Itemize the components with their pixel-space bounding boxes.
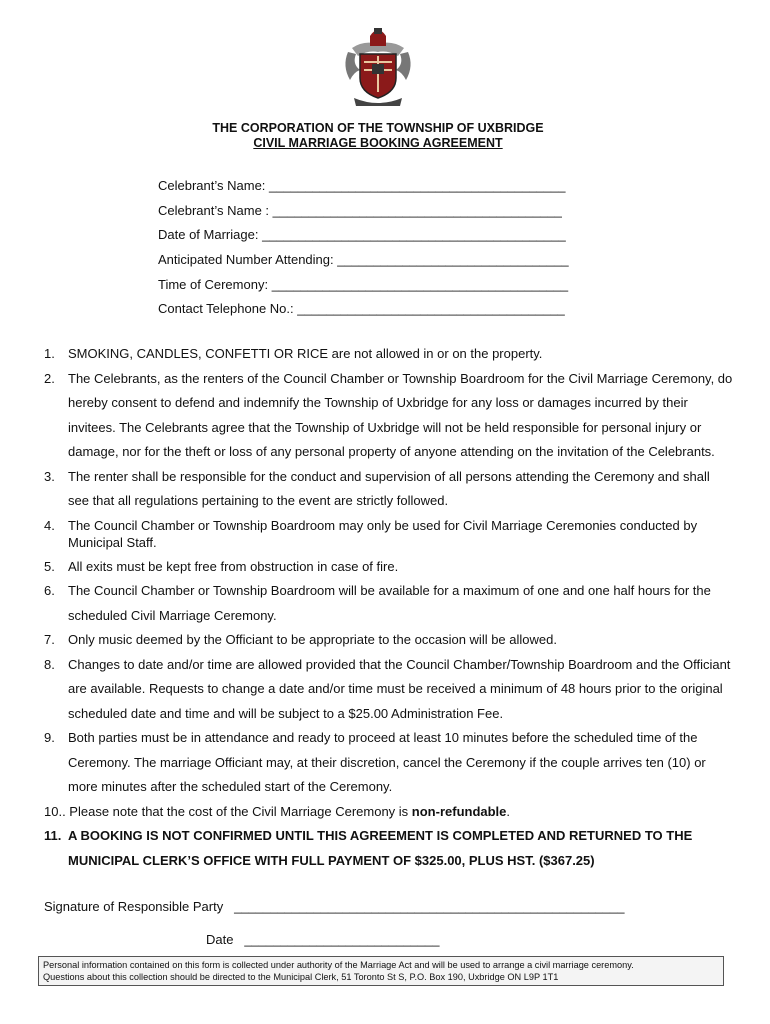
document-title: THE CORPORATION OF THE TOWNSHIP OF UXBRIDGE bbox=[212, 121, 544, 135]
field-blank[interactable]: _________________________________________ bbox=[271, 276, 569, 292]
item-number: 9. bbox=[44, 730, 55, 745]
list-item bbox=[44, 628, 734, 653]
item-number: 5. bbox=[44, 558, 55, 574]
signature-blank[interactable]: ______________________________________________________ bbox=[234, 899, 625, 914]
item-number: 3. bbox=[44, 468, 55, 484]
list-item bbox=[44, 579, 734, 628]
item-number: 4. bbox=[44, 517, 55, 533]
item-number: 1. bbox=[44, 346, 55, 361]
privacy-notice-line-1: Personal information contained on this form is collected under authority of the Marriage Act and will be used to arrange a civil marriage ceremony. bbox=[43, 960, 634, 970]
item-number: 10. bbox=[44, 803, 63, 819]
field-blank[interactable]: _____________________________________ bbox=[297, 301, 565, 317]
list-item bbox=[44, 555, 734, 580]
item-number: 7. bbox=[44, 632, 55, 647]
item-number: 8. bbox=[44, 656, 55, 672]
celebrant-name-2-field[interactable] bbox=[158, 203, 598, 228]
celebrant-name-1-field[interactable] bbox=[158, 178, 598, 203]
field-label: Celebrant’s Name : bbox=[158, 202, 270, 218]
field-blank[interactable]: __________________________________________ bbox=[262, 227, 566, 243]
contact-telephone-field[interactable] bbox=[158, 301, 598, 326]
booking-fields bbox=[158, 178, 598, 326]
list-item bbox=[44, 342, 734, 367]
list-item bbox=[44, 653, 734, 727]
field-label: Contact Telephone No.: bbox=[158, 301, 294, 317]
non-refundable-emphasis: non-refundable bbox=[411, 803, 507, 819]
list-item bbox=[44, 367, 734, 465]
field-blank[interactable]: ________________________________________ bbox=[272, 202, 562, 218]
item-text: The Council Chamber or Township Boardroom may only be used for Civil Marriage Ceremonies conducted by Municipal Staff. bbox=[68, 517, 698, 550]
item-text: The Celebrants, as the renters of the Council Chamber or Township Boardroom for the Civil Marriage Ceremony, do hereby consent to defend and indemnify the Township of Uxbridge for any loss or damages incurred by their invitees. The Celebrants agree that the Township of Uxbridge will not be held responsible for personal injury or damage, nor for the theft or loss of any personal property of anyone attending on the invitation of the Celebrants. bbox=[68, 370, 733, 459]
field-label: Anticipated Number Attending: bbox=[158, 252, 334, 268]
field-blank[interactable]: ________________________________ bbox=[337, 252, 569, 268]
anticipated-number-field[interactable] bbox=[158, 252, 598, 277]
item-text: Only music deemed by the Officiant to be appropriate to the occasion will be allowed. bbox=[68, 632, 557, 647]
date-line[interactable] bbox=[206, 932, 440, 947]
field-blank[interactable]: _________________________________________ bbox=[269, 178, 566, 193]
item-text: SMOKING, CANDLES, CONFETTI OR RICE are not allowed in or on the property. bbox=[68, 346, 543, 361]
item-text bbox=[62, 800, 734, 825]
item-number: 2. bbox=[44, 370, 55, 386]
list-item bbox=[44, 514, 734, 555]
item-text: The renter shall be responsible for the conduct and supervision of all persons attending the Ceremony and shall see that all regulations pertaining to the event are strictly followed. bbox=[68, 468, 710, 508]
list-item bbox=[44, 824, 734, 873]
privacy-notice-line-2: Questions about this collection should be directed to the Municipal Clerk, 51 Toronto St S, P.O. Box 190, Uxbridge ON L9P 1T1 bbox=[43, 972, 559, 982]
date-blank[interactable]: ___________________________ bbox=[244, 932, 440, 947]
signature-line[interactable] bbox=[44, 899, 624, 914]
field-label: Time of Ceremony: bbox=[158, 276, 269, 292]
terms-list bbox=[44, 342, 734, 873]
item-text: All exits must be kept free from obstruction in case of fire. bbox=[68, 558, 399, 574]
signature-label: Signature of Responsible Party bbox=[44, 899, 224, 914]
crest-compartment bbox=[354, 98, 402, 106]
item-text-after: . bbox=[506, 803, 511, 819]
list-item bbox=[44, 726, 734, 800]
item-text: Both parties must be in attendance and ready to proceed at least 10 minutes before the scheduled time of the Ceremony. The marriage Officiant may, at their discretion, cancel the Ceremony if the couple arrives ten (10) or more minutes after the scheduled start of the Ceremony. bbox=[68, 730, 706, 794]
list-item bbox=[44, 800, 734, 825]
date-label: Date bbox=[206, 932, 234, 947]
crest-helm bbox=[370, 28, 386, 46]
item-number: 11. bbox=[44, 828, 62, 843]
list-item bbox=[44, 465, 734, 514]
item-text: A BOOKING IS NOT CONFIRMED UNTIL THIS AGREEMENT IS COMPLETED AND RETURNED TO THE MUNICIPAL CLERK’S OFFICE WITH FULL PAYMENT OF $325.00, PLUS HST. ($367.25) bbox=[68, 828, 693, 868]
field-label: Date of Marriage: bbox=[158, 227, 259, 243]
date-of-marriage-field[interactable] bbox=[158, 227, 598, 252]
privacy-notice bbox=[38, 956, 724, 986]
item-text: Changes to date and/or time are allowed provided that the Council Chamber/Township Boardroom and the Officiant are available. Requests to change a date and/or time must be received a minimum of 48 hours prior to the original scheduled date and time and will be subject to a $25.00 Administration Fee. bbox=[68, 656, 731, 721]
document-subtitle: CIVIL MARRIAGE BOOKING AGREEMENT bbox=[253, 136, 503, 150]
time-of-ceremony-field[interactable] bbox=[158, 277, 598, 302]
item-text: The Council Chamber or Township Boardroom will be available for a maximum of one and one half hours for the scheduled Civil Marriage Ceremony. bbox=[68, 583, 711, 623]
item-text-before: . Please note that the cost of the Civil Marriage Ceremony is bbox=[62, 803, 412, 819]
township-crest-logo bbox=[340, 22, 416, 110]
field-label: Celebrant’s Name: bbox=[158, 178, 266, 193]
item-number: 6. bbox=[44, 583, 55, 598]
